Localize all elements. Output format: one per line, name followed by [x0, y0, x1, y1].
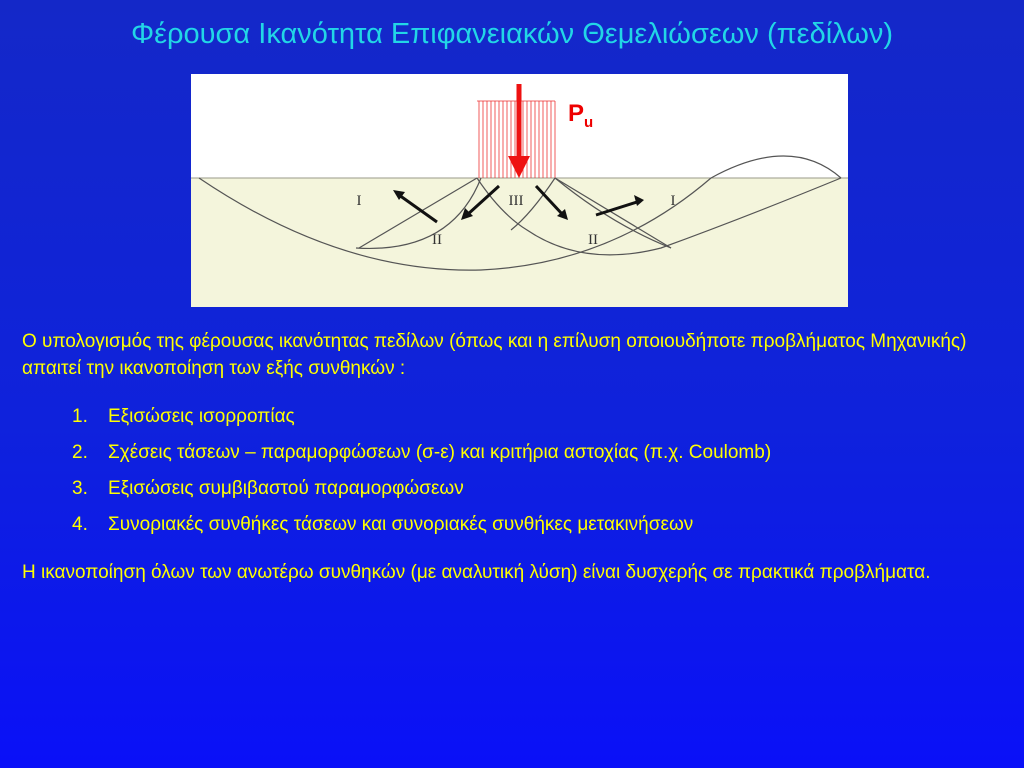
load-label-main: P: [568, 100, 585, 127]
list-item-text: Εξισώσεις συμβιβαστού παραμορφώσεων: [108, 478, 464, 499]
conditions-list: [72, 403, 1012, 547]
bearing-capacity-figure: [191, 74, 848, 307]
list-item: [72, 439, 1012, 475]
list-item-number: 1.: [72, 406, 88, 427]
zone-label-left-outer: I: [356, 193, 362, 209]
list-item-text: Εξισώσεις ισορροπίας: [108, 406, 295, 427]
slide-title: Φέρουσα Ικανότητα Επιφανειακών Θεμελιώσεων (πεδίλων): [130, 18, 894, 50]
outro-paragraph: Η ικανοποίηση όλων των ανωτέρω συνθηκών (με αναλυτική λύση) είναι δυσχερής σε πρακτικά προβλήματα.: [22, 562, 931, 583]
zone-label-right-mid: II: [588, 232, 598, 248]
list-item: [72, 475, 1012, 511]
list-item-number: 3.: [72, 478, 88, 499]
zone-label-right-outer: I: [670, 193, 676, 209]
list-item: [72, 403, 1012, 439]
list-item-number: 2.: [72, 442, 88, 463]
list-item-text: Συνοριακές συνθήκες τάσεων και συνοριακές συνθήκες μετακινήσεων: [108, 514, 694, 535]
list-item: [72, 511, 1012, 547]
zone-label-left-mid: II: [432, 232, 442, 248]
load-label-subscript: u: [584, 114, 594, 131]
zone-label-center: III: [508, 193, 524, 209]
failure-mechanism-diagram: [191, 74, 848, 307]
list-item-text: Σχέσεις τάσεων – παραμορφώσεων (σ-ε) και κριτήρια αστοχίας (π.χ. Coulomb): [108, 442, 772, 463]
list-item-number: 4.: [72, 514, 88, 535]
intro-paragraph: Ο υπολογισμός της φέρουσας ικανότητας πεδίλων (όπως και η επίλυση οποιουδήποτε προβλήματος Μηχανικής) απαιτεί την ικανοποίηση των εξής συνθηκών :: [22, 331, 967, 379]
